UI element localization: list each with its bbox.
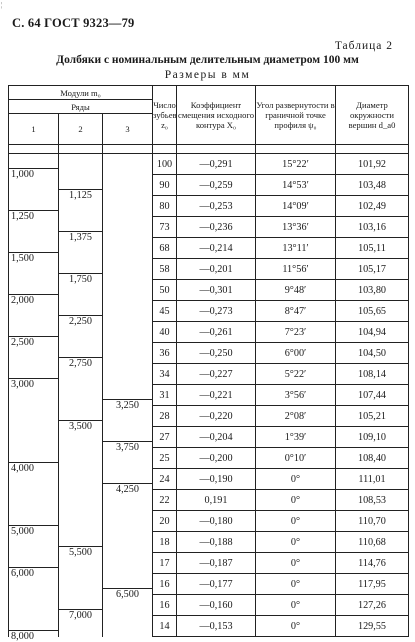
- module-row2-cell: [59, 448, 103, 469]
- shift-cell: 0,191: [177, 490, 256, 511]
- shift-cell: —0,259: [177, 175, 256, 196]
- module-row2-cell: [59, 511, 103, 532]
- module-row3-cell: [103, 616, 153, 637]
- module-value: 3,750: [103, 441, 152, 453]
- angle-cell: 3°56′: [256, 385, 336, 406]
- module-row1-cell: [9, 280, 59, 306]
- page-margin-mark: ¦: [1, 1, 3, 9]
- shift-cell: —0,201: [177, 259, 256, 280]
- module-row2-cell: [59, 532, 103, 558]
- module-value: 6,500: [103, 588, 152, 600]
- shift-cell: —0,221: [177, 385, 256, 406]
- module-row1-cell: [9, 616, 59, 642]
- teeth-cell: 40: [153, 322, 177, 343]
- header-rows: Ряды: [9, 100, 153, 114]
- teeth-cell: 16: [153, 595, 177, 616]
- table-row: [9, 595, 409, 616]
- diameter-cell: 127,26: [336, 595, 409, 616]
- module-row1-cell: [9, 511, 59, 537]
- shift-cell: —0,214: [177, 238, 256, 259]
- teeth-cell: 22: [153, 490, 177, 511]
- teeth-cell: 18: [153, 532, 177, 553]
- module-value: 2,250: [59, 315, 102, 327]
- module-row2-cell: [59, 154, 103, 175]
- teeth-cell: 24: [153, 469, 177, 490]
- module-row3-cell: [103, 301, 153, 322]
- angle-cell: 0°: [256, 574, 336, 595]
- header-angle: Угол развернутости в граничной точке профиля ψ₀: [256, 86, 336, 145]
- table-row: [9, 511, 409, 532]
- data-table: [8, 85, 409, 642]
- shift-cell: —0,250: [177, 343, 256, 364]
- module-row1-cell: [9, 196, 59, 222]
- module-row3-cell: [103, 175, 153, 196]
- angle-cell: 0°: [256, 595, 336, 616]
- header-row-3: 3: [103, 114, 153, 145]
- module-row1-cell: [9, 448, 59, 474]
- angle-cell: 0°: [256, 469, 336, 490]
- table-subtitle: Размеры в мм: [164, 69, 251, 81]
- shift-cell: —0,236: [177, 217, 256, 238]
- table-row: [9, 217, 409, 238]
- shift-cell: —0,220: [177, 406, 256, 427]
- angle-cell: 0°: [256, 553, 336, 574]
- module-row2-cell: [59, 490, 103, 511]
- module-value: 4,250: [103, 483, 152, 495]
- module-value: 1,375: [59, 231, 102, 243]
- header-modules: Модули m₀: [9, 86, 153, 100]
- module-row3-cell: [103, 196, 153, 217]
- teeth-cell: 45: [153, 301, 177, 322]
- module-row1-cell: [9, 238, 59, 264]
- module-row1-cell: [9, 553, 59, 579]
- table-row: [9, 574, 409, 595]
- module-row1-cell: [9, 364, 59, 390]
- module-value: 1,000: [9, 168, 58, 180]
- angle-cell: 7°23′: [256, 322, 336, 343]
- table-row: [9, 301, 409, 322]
- angle-cell: 5°22′: [256, 364, 336, 385]
- diameter-cell: 103,16: [336, 217, 409, 238]
- module-value: 2,000: [9, 294, 58, 306]
- module-row1-cell: [9, 322, 59, 348]
- table-row: [9, 175, 409, 196]
- module-value: 4,000: [9, 462, 58, 474]
- module-row3-cell: [103, 238, 153, 259]
- angle-cell: 14°09′: [256, 196, 336, 217]
- diameter-cell: 111,01: [336, 469, 409, 490]
- angle-cell: 13°11′: [256, 238, 336, 259]
- diameter-cell: 101,92: [336, 154, 409, 175]
- shift-cell: —0,153: [177, 616, 256, 637]
- module-row1-cell: [9, 154, 59, 181]
- diameter-cell: 117,95: [336, 574, 409, 595]
- module-row3-cell: [103, 280, 153, 301]
- diameter-cell: 105,21: [336, 406, 409, 427]
- teeth-cell: 25: [153, 448, 177, 469]
- teeth-cell: 100: [153, 154, 177, 175]
- angle-cell: 15°22′: [256, 154, 336, 175]
- diameter-cell: 102,49: [336, 196, 409, 217]
- table-row: [9, 385, 409, 406]
- angle-cell: 0°10′: [256, 448, 336, 469]
- shift-cell: —0,291: [177, 154, 256, 175]
- shift-cell: —0,187: [177, 553, 256, 574]
- teeth-cell: 90: [153, 175, 177, 196]
- diameter-cell: 107,44: [336, 385, 409, 406]
- teeth-cell: 80: [153, 196, 177, 217]
- shift-cell: —0,180: [177, 511, 256, 532]
- module-row2-cell: [59, 469, 103, 490]
- table-row: [9, 469, 409, 490]
- diameter-cell: 110,68: [336, 532, 409, 553]
- header-row-1: 1: [9, 114, 59, 145]
- teeth-cell: 14: [153, 616, 177, 637]
- diameter-cell: 129,55: [336, 616, 409, 637]
- module-value: 3,000: [9, 378, 58, 390]
- table-header: [9, 86, 409, 145]
- shift-cell: —0,200: [177, 448, 256, 469]
- module-row1-cell: [9, 406, 59, 427]
- module-row1-cell: [9, 595, 59, 616]
- module-row2-cell: [59, 574, 103, 595]
- teeth-cell: 50: [153, 280, 177, 301]
- module-value: 1,750: [59, 273, 102, 285]
- module-row3-cell: [103, 574, 153, 600]
- angle-cell: 11°56′: [256, 259, 336, 280]
- teeth-cell: 28: [153, 406, 177, 427]
- header-teeth: Число зубьев z₀: [153, 86, 177, 145]
- module-row3-cell: [103, 532, 153, 553]
- diameter-cell: 108,40: [336, 448, 409, 469]
- module-value: 1,250: [9, 210, 58, 222]
- angle-cell: 0°: [256, 490, 336, 511]
- module-row3-cell: [103, 427, 153, 453]
- module-row2-cell: [59, 217, 103, 243]
- module-row3-cell: [103, 259, 153, 280]
- module-row2-cell: [59, 259, 103, 285]
- module-value: 7,000: [59, 609, 102, 621]
- page-header: С. 64 ГОСТ 9323—79: [12, 16, 135, 30]
- header-spacer-row: [9, 145, 409, 154]
- shift-cell: —0,227: [177, 364, 256, 385]
- diameter-cell: 105,17: [336, 259, 409, 280]
- angle-cell: 2°08′: [256, 406, 336, 427]
- module-row3-cell: [103, 322, 153, 343]
- module-value: 5,500: [59, 546, 102, 558]
- module-row3-cell: [103, 385, 153, 411]
- module-row2-cell: [59, 343, 103, 369]
- table-row: [9, 406, 409, 427]
- module-row2-cell: [59, 301, 103, 327]
- angle-cell: 14°53′: [256, 175, 336, 196]
- teeth-cell: 36: [153, 343, 177, 364]
- table-row: [9, 448, 409, 469]
- table-row: [9, 259, 409, 280]
- module-value: 6,000: [9, 567, 58, 579]
- teeth-cell: 16: [153, 574, 177, 595]
- table-row: [9, 343, 409, 364]
- angle-cell: 6°00′: [256, 343, 336, 364]
- teeth-cell: 34: [153, 364, 177, 385]
- shift-cell: —0,190: [177, 469, 256, 490]
- diameter-cell: 105,11: [336, 238, 409, 259]
- teeth-cell: 73: [153, 217, 177, 238]
- shift-cell: —0,301: [177, 280, 256, 301]
- module-value: 1,125: [59, 189, 102, 201]
- shift-cell: —0,261: [177, 322, 256, 343]
- module-row3-cell: [103, 343, 153, 364]
- shift-cell: —0,160: [177, 595, 256, 616]
- teeth-cell: 20: [153, 511, 177, 532]
- table-row: [9, 154, 409, 175]
- module-value: 5,000: [9, 525, 58, 537]
- module-value: 8,000: [9, 630, 58, 642]
- module-row2-cell: [59, 385, 103, 406]
- angle-cell: 13°36′: [256, 217, 336, 238]
- module-row3-cell: [103, 364, 153, 385]
- angle-cell: 9°48′: [256, 280, 336, 301]
- angle-cell: 1°39′: [256, 427, 336, 448]
- table-number: Таблица 2: [334, 40, 393, 52]
- teeth-cell: 68: [153, 238, 177, 259]
- module-row3-cell: [103, 154, 153, 175]
- diameter-cell: 104,50: [336, 343, 409, 364]
- diameter-cell: 104,94: [336, 322, 409, 343]
- module-value: 1,500: [9, 252, 58, 264]
- module-row2-cell: [59, 595, 103, 621]
- shift-cell: —0,188: [177, 532, 256, 553]
- teeth-cell: 58: [153, 259, 177, 280]
- angle-cell: 8°47′: [256, 301, 336, 322]
- diameter-cell: 109,10: [336, 427, 409, 448]
- module-value: 3,500: [59, 420, 102, 432]
- angle-cell: 0°: [256, 511, 336, 532]
- module-row2-cell: [59, 175, 103, 201]
- module-row3-cell: [103, 511, 153, 532]
- table-title: Долбяки с номинальным делительным диаметром 100 мм: [56, 54, 359, 66]
- module-row3-cell: [103, 217, 153, 238]
- header-row-2: 2: [59, 114, 103, 145]
- diameter-cell: 103,80: [336, 280, 409, 301]
- header-diameter: Диаметр окружности вершин d_a0: [336, 86, 409, 145]
- diameter-cell: 114,76: [336, 553, 409, 574]
- table-row: [9, 532, 409, 553]
- angle-cell: 0°: [256, 532, 336, 553]
- table-row: [9, 490, 409, 511]
- angle-cell: 0°: [256, 616, 336, 637]
- module-value: 2,500: [9, 336, 58, 348]
- diameter-cell: 110,70: [336, 511, 409, 532]
- table-body: [9, 145, 409, 642]
- diameter-cell: 105,65: [336, 301, 409, 322]
- module-row1-cell: [9, 490, 59, 511]
- module-row3-cell: [103, 553, 153, 574]
- teeth-cell: 31: [153, 385, 177, 406]
- shift-cell: —0,204: [177, 427, 256, 448]
- module-row2-cell: [59, 406, 103, 432]
- shift-cell: —0,253: [177, 196, 256, 217]
- diameter-cell: 103,48: [336, 175, 409, 196]
- teeth-cell: 17: [153, 553, 177, 574]
- module-row1-cell: [9, 427, 59, 448]
- diameter-cell: 108,14: [336, 364, 409, 385]
- teeth-cell: 27: [153, 427, 177, 448]
- shift-cell: —0,273: [177, 301, 256, 322]
- diameter-cell: 108,53: [336, 490, 409, 511]
- shift-cell: —0,177: [177, 574, 256, 595]
- module-value: 2,750: [59, 357, 102, 369]
- header-shift: Коэффициент смещения исходного контура X₀: [177, 86, 256, 145]
- module-value: 3,250: [103, 399, 152, 411]
- module-row3-cell: [103, 469, 153, 495]
